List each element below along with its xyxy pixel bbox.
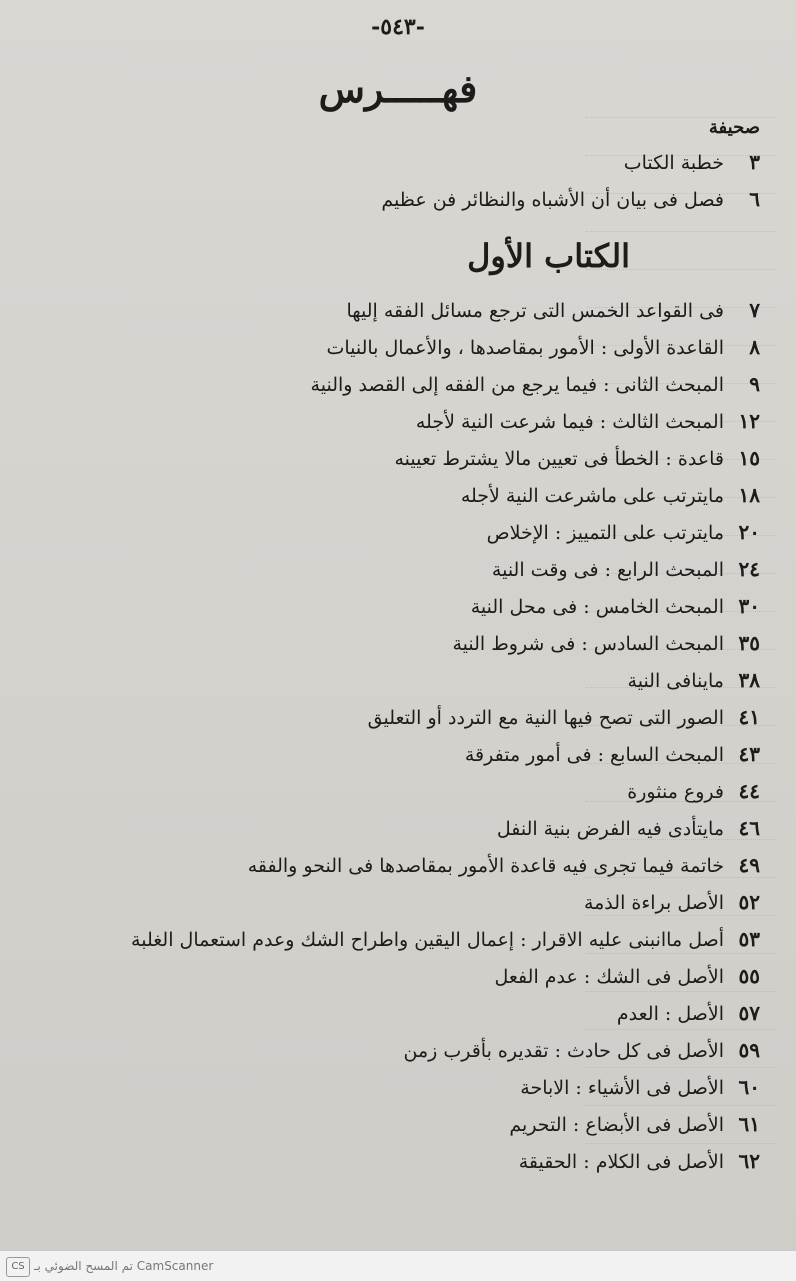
toc-entry: [330, 736, 760, 773]
toc-entry-page: ١٨: [738, 483, 760, 507]
toc-entry-page: ٦: [749, 187, 760, 211]
toc-entry: [330, 699, 760, 736]
toc-entry-title: فصل فى بيان أن الأشباه والنظائر فن عظيم: [381, 189, 724, 211]
toc-entry-page: ٩: [749, 372, 760, 396]
toc-entry: [330, 403, 760, 440]
toc-entry-page: ٣: [749, 150, 760, 174]
toc-entry: [330, 773, 760, 810]
toc-entry-title: مايترتب على ماشرعت النية لأجله: [460, 485, 724, 507]
toc-entry: [330, 144, 760, 181]
toc-entry-page: ٤١: [738, 705, 760, 729]
toc-entry: [330, 1106, 760, 1143]
toc-entry-title: الأصل فى الشك : عدم الفعل: [494, 966, 724, 988]
entries-list: [131, 292, 760, 1180]
page-number: -٥٤٣-: [371, 14, 425, 40]
toc-entry-title: المبحث السادس : فى شروط النية: [452, 633, 724, 655]
toc-entry-title: الأصل فى الأشياء : الاباحة: [520, 1077, 724, 1099]
toc-entry-page: ٣٥: [738, 631, 760, 655]
toc-entry-title: خاتمة فيما تجرى فيه قاعدة الأمور بمقاصدها فى النحو والفقه: [247, 855, 724, 877]
toc-entry-title: قاعدة : الخطأ فى تعيين مالا يشترط تعيينه: [394, 448, 724, 470]
toc-entry-page: ٣٠: [738, 594, 760, 618]
toc-entry: [310, 366, 760, 403]
toc-entry-title: المبحث السابع : فى أمور متفرقة: [464, 744, 724, 766]
toc-entry-title: المبحث الخامس : فى محل النية: [470, 596, 724, 618]
toc-entry: [330, 292, 760, 329]
scanner-footer-text: تم المسح الضوئي بـ CamScanner: [34, 1259, 214, 1273]
table-of-contents: [131, 112, 760, 1180]
toc-entry-title: الأصل : العدم: [616, 1003, 724, 1025]
toc-entry-title: المبحث الثالث : فيما شرعت النية لأجله: [415, 411, 724, 433]
camscanner-logo-icon: CS: [6, 1257, 30, 1277]
toc-entry-page: ٨: [749, 335, 760, 359]
toc-entry: [330, 884, 760, 921]
toc-entry-page: ٤٣: [738, 742, 760, 766]
toc-entry-title: ماينافى النية: [627, 670, 724, 692]
toc-entry: [330, 440, 760, 477]
toc-entry-page: ٦٠: [738, 1075, 760, 1099]
toc-entry: [330, 810, 760, 847]
toc-entry-page: ٥٣: [738, 927, 760, 951]
toc-entry-title: القاعدة الأولى : الأمور بمقاصدها ، والأعمال بالنيات: [326, 337, 724, 359]
toc-entry-title: الأصل فى الأبضاع : التحريم: [509, 1114, 724, 1136]
toc-entry-page: ٥٥: [738, 964, 760, 988]
toc-entry-title: المبحث الرابع : فى وقت النية: [491, 559, 724, 581]
toc-entry-page: ٥٩: [738, 1038, 760, 1062]
toc-entry: [330, 625, 760, 662]
toc-entry: [330, 514, 760, 551]
toc-entry-page: ٣٨: [738, 668, 760, 692]
toc-entry: [330, 551, 760, 588]
toc-entry-title: الأصل فى الكلام : الحقيقة: [518, 1151, 724, 1173]
toc-entry: [330, 477, 760, 514]
toc-entry-title: مايترتب على التمييز : الإخلاص: [486, 522, 724, 544]
toc-entry: [330, 588, 760, 625]
section-heading: الكتاب الأول: [467, 237, 630, 275]
toc-entry: [131, 921, 760, 958]
toc-entry-page: ٦٢: [738, 1149, 760, 1173]
toc-entry-title: فى القواعد الخمس التى ترجع مسائل الفقه إليها: [346, 300, 724, 322]
toc-entry-page: ٧: [749, 298, 760, 322]
scanner-footer: [0, 1250, 796, 1281]
toc-entry: [330, 1032, 760, 1069]
toc-entry-title: الأصل براءة الذمة: [583, 892, 724, 914]
toc-entry-page: ٤٦: [738, 816, 760, 840]
toc-entry: [330, 662, 760, 699]
toc-entry: [330, 1069, 760, 1106]
toc-entry-title: الأصل فى كل حادث : تقديره بأقرب زمن: [403, 1040, 724, 1062]
toc-entry: [330, 181, 760, 218]
toc-entry-page: ٢٤: [738, 557, 760, 581]
toc-entry-page: ١٥: [738, 446, 760, 470]
toc-entry-title: مايتأدى فيه الفرض بنية النفل: [496, 818, 724, 840]
toc-entry-page: ٦١: [738, 1112, 760, 1136]
toc-entry-title: المبحث الثانى : فيما يرجع من الفقه إلى القصد والنية: [310, 374, 724, 396]
toc-entry-title: أصل ماانبنى عليه الاقرار : إعمال اليقين واطراح الشك وعدم استعمال الغلبة: [131, 929, 724, 951]
toc-entry-page: ٥٧: [738, 1001, 760, 1025]
toc-entry-page: ٢٠: [738, 520, 760, 544]
intro-entries: [330, 144, 760, 218]
toc-entry-page: ١٢: [738, 409, 760, 433]
toc-entry-title: خطبة الكتاب: [623, 152, 724, 174]
toc-entry: [247, 847, 760, 884]
toc-entry-page: ٤٤: [738, 779, 760, 803]
page-column-header: صحيفة: [708, 117, 760, 138]
toc-entry: [330, 1143, 760, 1180]
toc-entry: [330, 958, 760, 995]
toc-entry-page: ٤٩: [738, 853, 760, 877]
toc-entry-page: ٥٢: [738, 890, 760, 914]
toc-entry-title: فروع منثورة: [627, 781, 724, 803]
index-title: فهـــــرس: [318, 66, 478, 111]
toc-entry: [330, 995, 760, 1032]
toc-entry-title: الصور التى تصح فيها النية مع التردد أو التعليق: [367, 707, 724, 729]
toc-entry: [326, 329, 760, 366]
